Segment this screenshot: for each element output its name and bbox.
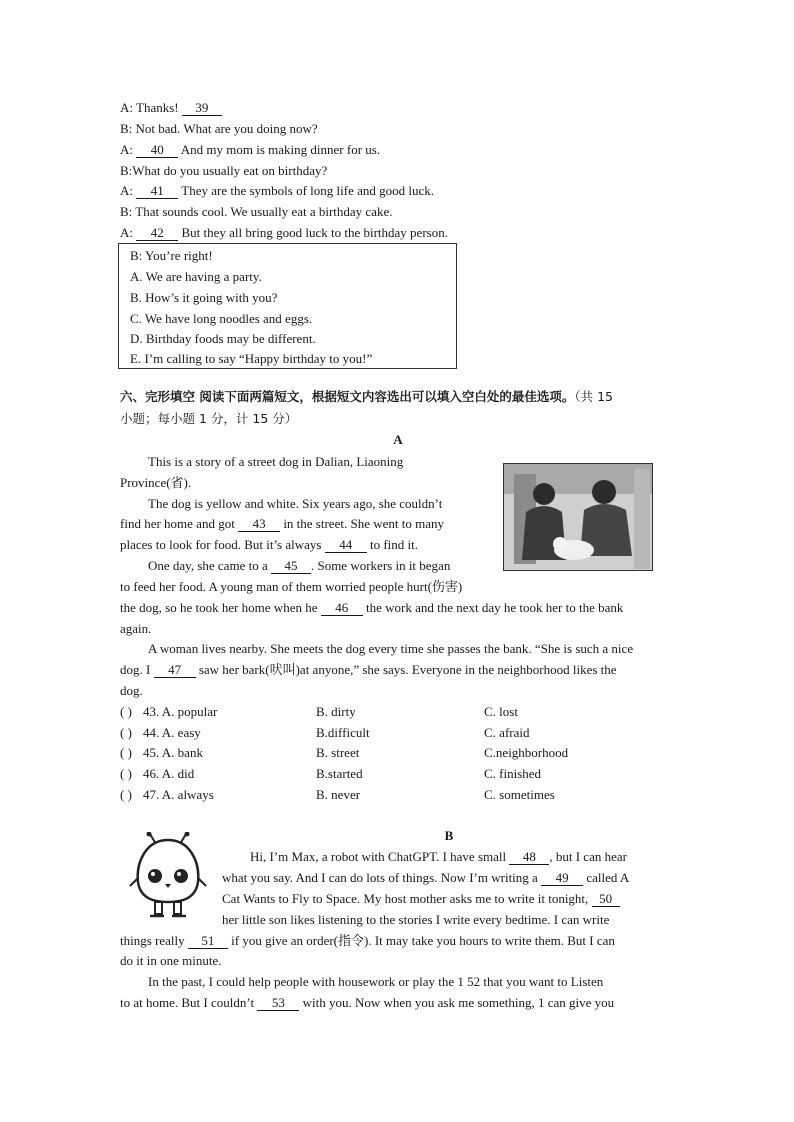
answer-blank[interactable]: 53 <box>257 996 299 1011</box>
passage-line: to at home. But I couldn’t 53 with you. Now when you ask me something, 1 can give you <box>120 995 615 1010</box>
answer-paren[interactable]: ( ) <box>120 704 132 719</box>
passage-line: find her home and got 43 in the street. She went to many <box>120 516 444 531</box>
passage-line: The dog is yellow and white. Six years ago, she couldn’t <box>148 496 443 511</box>
passage-b-label: B <box>444 828 454 843</box>
passage-line: again. <box>120 621 152 636</box>
passage-line: A woman lives nearby. She meets the dog every time she passes the bank. “She is such a nice <box>148 641 634 656</box>
passage-line: In the past, I could help people with housework or play the 1 52 that you want to Listen <box>148 974 604 989</box>
dialog-line: A: 40 And my mom is making dinner for us. <box>120 142 381 157</box>
choice-row: ( ) 44. A. easy B.difficult C. afraid <box>120 725 530 740</box>
answer-blank[interactable]: 47 <box>154 663 196 678</box>
answer-blank[interactable]: 50 <box>592 892 620 907</box>
answer-blank[interactable]: 39 <box>182 101 222 116</box>
options-box <box>118 243 457 369</box>
dog-photo <box>503 463 653 571</box>
passage-line: things really 51 if you give an order(指令). It may take you hours to write them. But I can <box>120 933 615 948</box>
answer-blank[interactable]: 45 <box>271 559 311 574</box>
passage-line: what you say. And I can do lots of things. Now I’m writing a 49 called A <box>222 870 630 885</box>
dog-photo-image <box>504 464 653 571</box>
option-item: B: You’re right! <box>130 248 213 263</box>
answer-paren[interactable]: ( ) <box>120 787 132 802</box>
choice-row: ( ) 45. A. bank B. street C.neighborhood <box>120 745 569 760</box>
dialog-line: A: 42 But they all bring good luck to the birthday person. <box>120 225 448 240</box>
answer-blank[interactable]: 44 <box>325 538 367 553</box>
passage-line: the dog, so he took her home when he 46 the work and the next day he took her to the bank <box>120 600 624 615</box>
passage-line: dog. <box>120 683 143 698</box>
passage-line: dog. I 47 saw her bark(吠叫)at anyone,” she says. Everyone in the neighborhood likes the <box>120 662 617 677</box>
passage-line: Province(省). <box>120 475 192 490</box>
answer-blank[interactable]: 40 <box>136 143 178 158</box>
answer-blank[interactable]: 43 <box>238 517 280 532</box>
dialog-line: B:What do you usually eat on birthday? <box>120 163 328 178</box>
answer-paren[interactable]: ( ) <box>120 725 132 740</box>
option-item: D. Birthday foods may be different. <box>130 331 316 346</box>
passage-line: her little son likes listening to the stories I write every bedtime. I can write <box>222 912 610 927</box>
passage-line: This is a story of a street dog in Dalian, Liaoning <box>148 454 404 469</box>
answer-paren[interactable]: ( ) <box>120 766 132 781</box>
answer-blank[interactable]: 48 <box>509 850 549 865</box>
answer-blank[interactable]: 42 <box>136 226 178 241</box>
dialog-line: B: Not bad. What are you doing now? <box>120 121 318 136</box>
option-item: B. How’s it going with you? <box>130 290 278 305</box>
section-title: 六、完形填空 阅读下面两篇短文，根据短文内容选出可以填入空白处的最佳选项。（共 15 <box>120 389 613 404</box>
passage-a-label: A <box>393 432 403 447</box>
dialog-line: B: That sounds cool. We usually eat a birthday cake. <box>120 204 393 219</box>
passage-line: do it in one minute. <box>120 953 222 968</box>
passage-line: Hi, I’m Max, a robot with ChatGPT. I have small 48 , but I can hear <box>250 849 627 864</box>
choice-row: ( ) 47. A. always B. never C. sometimes <box>120 787 555 802</box>
passage-line: Cat Wants to Fly to Space. My host mother asks me to write it tonight, 50 <box>222 891 620 907</box>
answer-blank[interactable]: 46 <box>321 601 363 616</box>
answer-blank[interactable]: 49 <box>541 871 583 886</box>
robot-icon <box>128 832 210 920</box>
dialog-line: A: Thanks! 39 <box>120 100 222 116</box>
section-subtitle: 小题；每小题 1 分，计 15 分） <box>120 411 298 426</box>
option-item: C. We have long noodles and eggs. <box>130 311 313 326</box>
passage-line: to feed her food. A young man of them worried people hurt(伤害) <box>120 579 463 594</box>
passage-line: places to look for food. But it’s always 44 to find it. <box>120 537 418 552</box>
choice-row: ( ) 46. A. did B.started C. finished <box>120 766 542 781</box>
option-item: A. We are having a party. <box>130 269 262 284</box>
answer-blank[interactable]: 41 <box>136 184 178 199</box>
option-item: E. I’m calling to say “Happy birthday to you!” <box>130 351 373 366</box>
choice-row: ( ) 43. A. popular B. dirty C. lost <box>120 704 518 719</box>
answer-blank[interactable]: 51 <box>188 934 228 949</box>
robot-illustration <box>128 832 210 920</box>
dialog-line: A: 41 They are the symbols of long life and good luck. <box>120 183 434 198</box>
answer-paren[interactable]: ( ) <box>120 745 132 760</box>
passage-line: One day, she came to a 45 . Some workers in it began <box>148 558 451 573</box>
